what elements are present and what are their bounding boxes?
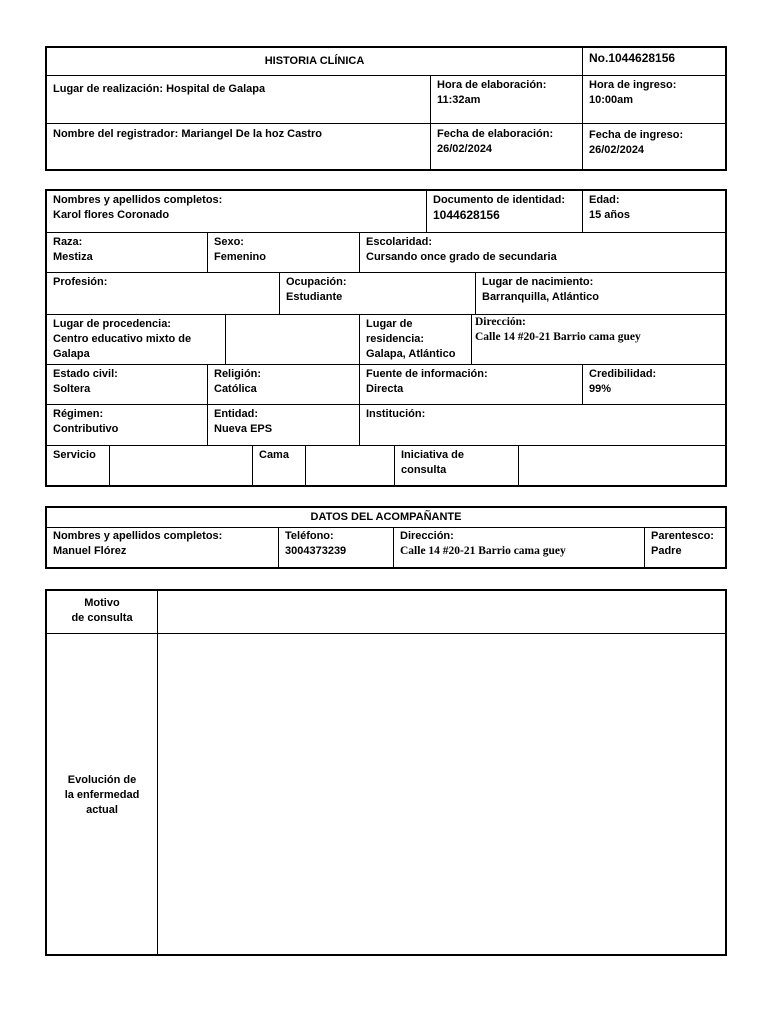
profession-cell: Profesión: [47, 273, 280, 315]
recorder-cell: Nombre del registrador: Mariangel De la hoz Castro [47, 124, 431, 169]
reason-field[interactable] [158, 591, 725, 634]
elab-date-cell: Fecha de elaboración: 26/02/2024 [431, 124, 583, 169]
patient-table [45, 189, 727, 487]
education-cell: Escolaridad: Cursando once grado de secundaria [360, 233, 725, 273]
origin-cell: Lugar de procedencia: Centro educativo mixto de Galapa [47, 315, 226, 365]
header-table [45, 46, 727, 171]
consultation-table [45, 589, 727, 956]
credibility-cell: Credibilidad: 99% [583, 365, 725, 405]
companion-title: DATOS DEL ACOMPAÑANTE [47, 508, 725, 528]
race-cell: Raza: Mestiza [47, 233, 208, 273]
institution-cell: Institución: [360, 405, 725, 446]
address-cell: Dirección: Calle 14 #20-21 Barrio cama guey [472, 315, 725, 365]
initiative-label-cell: Iniciativa de consulta [395, 446, 519, 485]
patient-name-cell: Nombres y apellidos completos: Karol flores Coronado [47, 191, 427, 233]
initiative-value-cell [519, 446, 725, 485]
evolution-field[interactable] [158, 634, 725, 954]
record-number: No.1044628156 [583, 48, 725, 76]
service-label-cell: Servicio [47, 446, 110, 485]
occupation-cell: Ocupación: Estudiante [280, 273, 476, 315]
regime-cell: Régimen: Contributivo [47, 405, 208, 446]
bed-label-cell: Cama [253, 446, 306, 485]
entity-cell: Entidad: Nueva EPS [208, 405, 360, 446]
admit-date-cell: Fecha de ingreso: 26/02/2024 [589, 129, 684, 156]
evolution-label-cell: Evolución de la enfermedad actual [47, 634, 158, 954]
patient-age-cell: Edad: 15 años [583, 191, 725, 233]
place-cell: Lugar de realización: Hospital de Galapa [47, 76, 431, 124]
companion-phone-cell: Teléfono: 3004373239 [279, 528, 394, 567]
religion-cell: Religión: Católica [208, 365, 360, 405]
companion-table [45, 506, 727, 569]
patient-id-cell: Documento de identidad: 1044628156 [427, 191, 583, 233]
civil-status-cell: Estado civil: Soltera [47, 365, 208, 405]
companion-name-cell: Nombres y apellidos completos: Manuel Flórez [47, 528, 279, 567]
form-title: HISTORIA CLÍNICA [47, 48, 583, 76]
companion-address-cell: Dirección: Calle 14 #20-21 Barrio cama guey [394, 528, 645, 567]
origin-blank-cell [226, 315, 360, 365]
reason-label-cell: Motivo de consulta [47, 591, 158, 634]
residence-cell: Lugar de residencia: Galapa, Atlántico [360, 315, 472, 365]
bed-value-cell [306, 446, 395, 485]
service-value-cell [110, 446, 253, 485]
birthplace-cell: Lugar de nacimiento: Barranquilla, Atlántico [476, 273, 725, 315]
elab-time-cell: Hora de elaboración: 11:32am [431, 76, 583, 124]
sex-cell: Sexo: Femenino [208, 233, 360, 273]
admit-time-cell: Hora de ingreso: 10:00am [583, 76, 725, 124]
companion-relation-cell: Parentesco: Padre [651, 530, 714, 557]
info-source-cell: Fuente de información: Directa [360, 365, 583, 405]
